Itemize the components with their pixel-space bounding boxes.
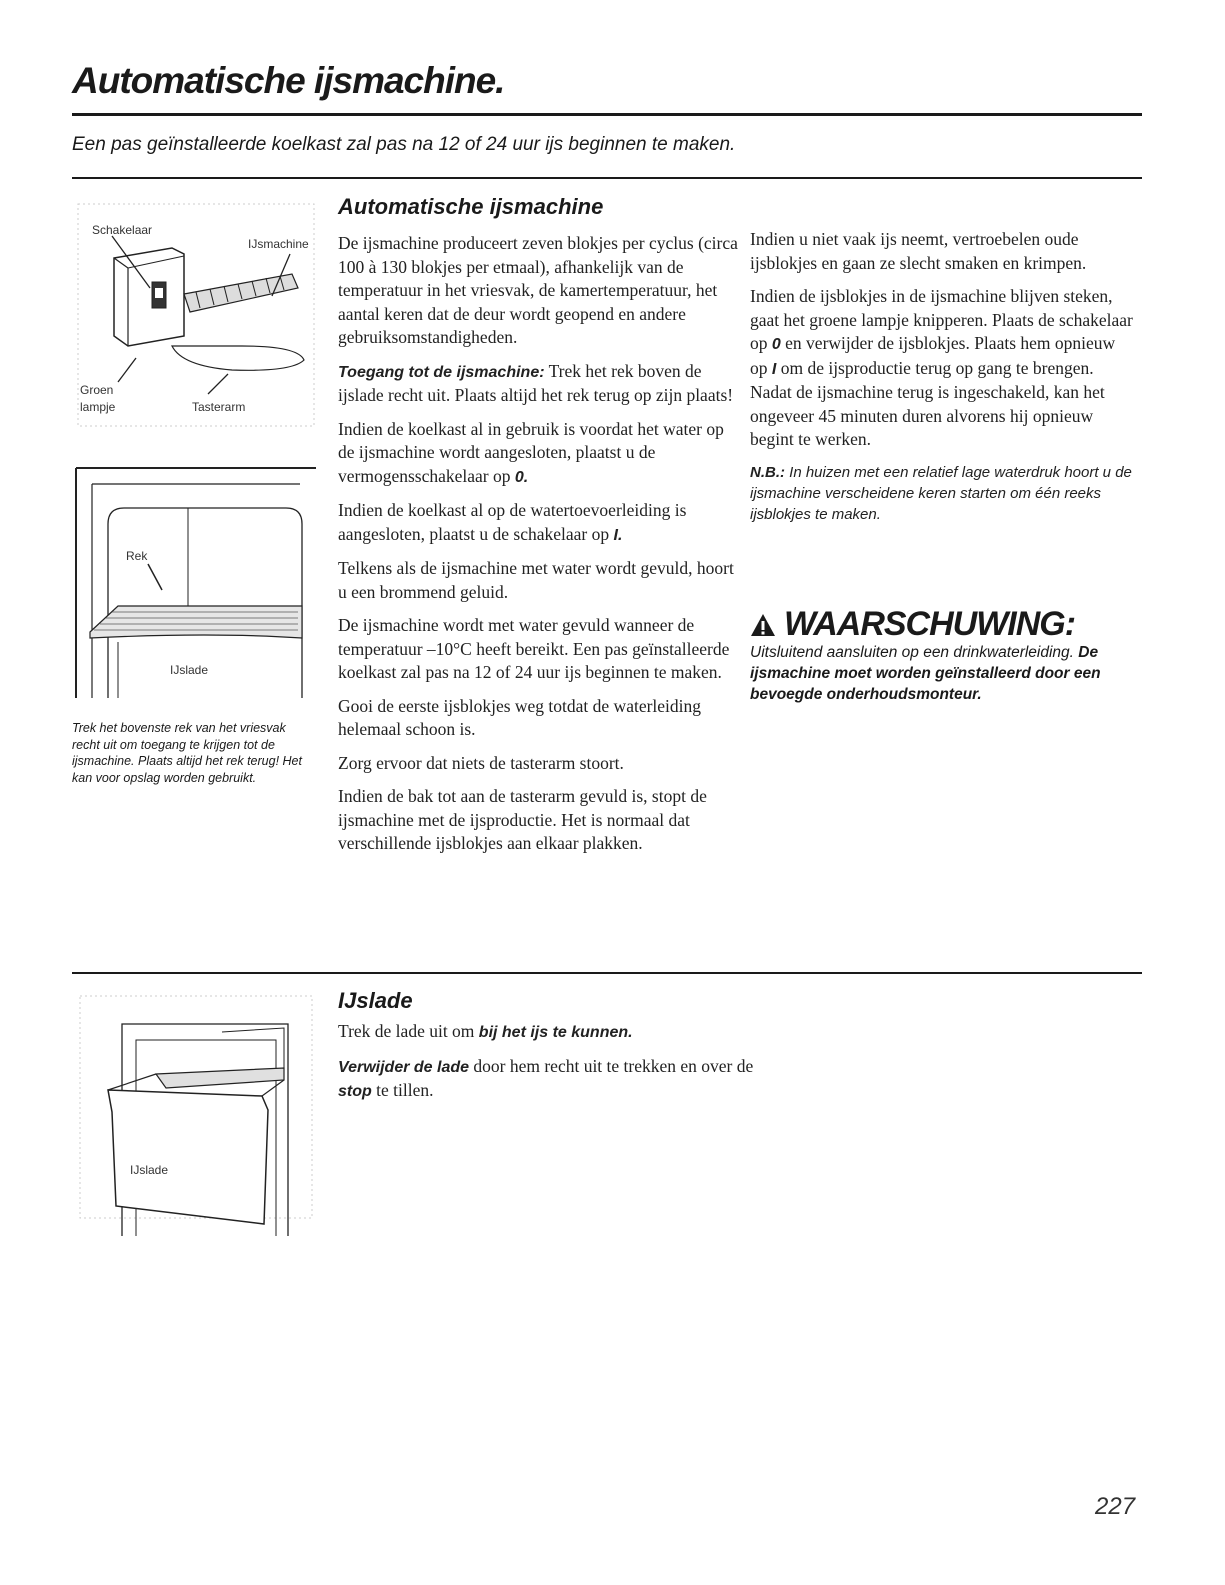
paragraph: Indien u niet vaak ijs neemt, vertroebelen oude ijsblokjes en gaan ze slecht smaken en krimpen. — [750, 229, 1087, 273]
warning-title: WAARSCHUWING: — [784, 605, 1076, 643]
paragraph: Trek de lade uit om bij het ijs te kunnen. — [338, 1021, 633, 1041]
section-divider-2 — [72, 972, 1142, 974]
section-heading-icemaker: Automatische ijsmachine — [338, 194, 604, 219]
paragraph: De ijsmachine wordt met water gevuld wanneer de temperatuur –10°C heeft bereikt. Een pas geïnstalleerde koelkast zal pas na 12 of 24 uur ijs beginnen te maken. — [338, 615, 730, 682]
ice-bin-illustration — [72, 992, 320, 1240]
freezer-shelf-illustration — [72, 462, 320, 702]
figure-caption: Trek het bovenste rek van het vriesvak recht uit om toegang te krijgen tot de ijsmachine. Plaats altijd het rek terug! Het kan voor opslag worden gebruikt. — [72, 721, 302, 785]
paragraph: Telkens als de ijsmachine met water wordt gevuld, hoort u een brommend geluid. — [338, 558, 734, 602]
paragraph: Toegang tot de ijsmachine: Trek het rek boven de ijslade recht uit. Plaats altijd het rek terug op zijn plaats! — [338, 360, 734, 405]
page-title: Automatische ijsmachine. — [72, 60, 505, 101]
warning-icon — [750, 613, 776, 637]
paragraph: De ijsmachine produceert zeven blokjes per cyclus (circa 100 à 130 blokjes per etmaal), afhankelijk van de temperatuur in het vriesvak, de kamertemperatuur, het aantal keren dat de deur wordt geopend en andere gebruiksomstandigheden. — [338, 233, 738, 347]
paragraph: Indien de koelkast al op de watertoevoerleiding is aangesloten, plaatst u de schakelaar op I. — [338, 500, 687, 544]
section-divider-1 — [72, 177, 1142, 179]
paragraph: Gooi de eerste ijsblokjes weg totdat de waterleiding helemaal schoon is. — [338, 695, 702, 739]
note-label: N.B.: — [750, 463, 785, 481]
icemaker-illustration — [72, 196, 320, 434]
section-heading-ice-bin: IJslade — [338, 988, 413, 1013]
switch-label: Schakelaar — [92, 223, 153, 237]
page-subtitle: Een pas geïnstalleerde koelkast zal pas na 12 of 24 uur ijs beginnen te maken. — [72, 134, 736, 155]
icemaker-text-column-right — [750, 228, 1135, 525]
title-rule — [72, 113, 1142, 116]
paragraph: Indien de koelkast al in gebruik is voordat het water op de ijsmachine wordt aangesloten, plaatst u de vermogensschakelaar op 0. — [338, 418, 724, 486]
bin-label: IJslade — [170, 663, 209, 677]
paragraph: Indien de ijsblokjes in de ijsmachine blijven steken, gaat het groene lampje knipperen. Plaats de schakelaar op 0 en verwijder de ijsblokjes. Plaats hem opnieuw op I om de ijsproductie terug op gang te brengen. Nadat de ijsmachine terug is ingeschakeld, kan het ongeveer 45 minuten duren alvorens hij opnieuw begint te werken. — [750, 286, 1133, 449]
switch-setting: 0. — [514, 468, 529, 486]
access-label: Toegang tot de ijsmachine: — [338, 363, 545, 381]
paragraph: Zorg ervoor dat niets de tasterarm stoort. — [338, 752, 624, 773]
shelf-label: Rek — [126, 549, 148, 563]
warning-text: Uitsluitend aansluiten op een drinkwaterleiding. De ijsmachine moet worden geïnstalleerd door een bevoegde onderhoudsmonteur. — [750, 644, 1101, 703]
switch-setting: I. — [613, 526, 623, 544]
paragraph: Verwijder de lade door hem recht uit te trekken en over de stop te tillen. — [338, 1055, 754, 1100]
page-number: 227 — [1095, 1493, 1136, 1520]
warning-heading — [750, 605, 1075, 644]
feeler-arm-label: Tasterarm — [192, 400, 246, 414]
green-light-label: Groen — [80, 383, 114, 397]
note: N.B.: In huizen met een relatief lage waterdruk hoort u de ijsmachine verscheidene keren starten om één reeks ijsblokjes te maken. — [750, 463, 1132, 523]
lamp-label: lampje — [80, 400, 116, 414]
icemaker-label: IJsmachine — [248, 237, 309, 251]
paragraph: Indien de bak tot aan de tasterarm gevuld is, stopt de ijsmachine met de ijsproductie. Het is normaal dat verschillende ijsblokjes aan elkaar plakken. — [338, 786, 707, 853]
ice-bin-label: IJslade — [130, 1163, 169, 1177]
ice-bin-text — [338, 1020, 758, 1114]
icemaker-text-column — [338, 232, 738, 866]
